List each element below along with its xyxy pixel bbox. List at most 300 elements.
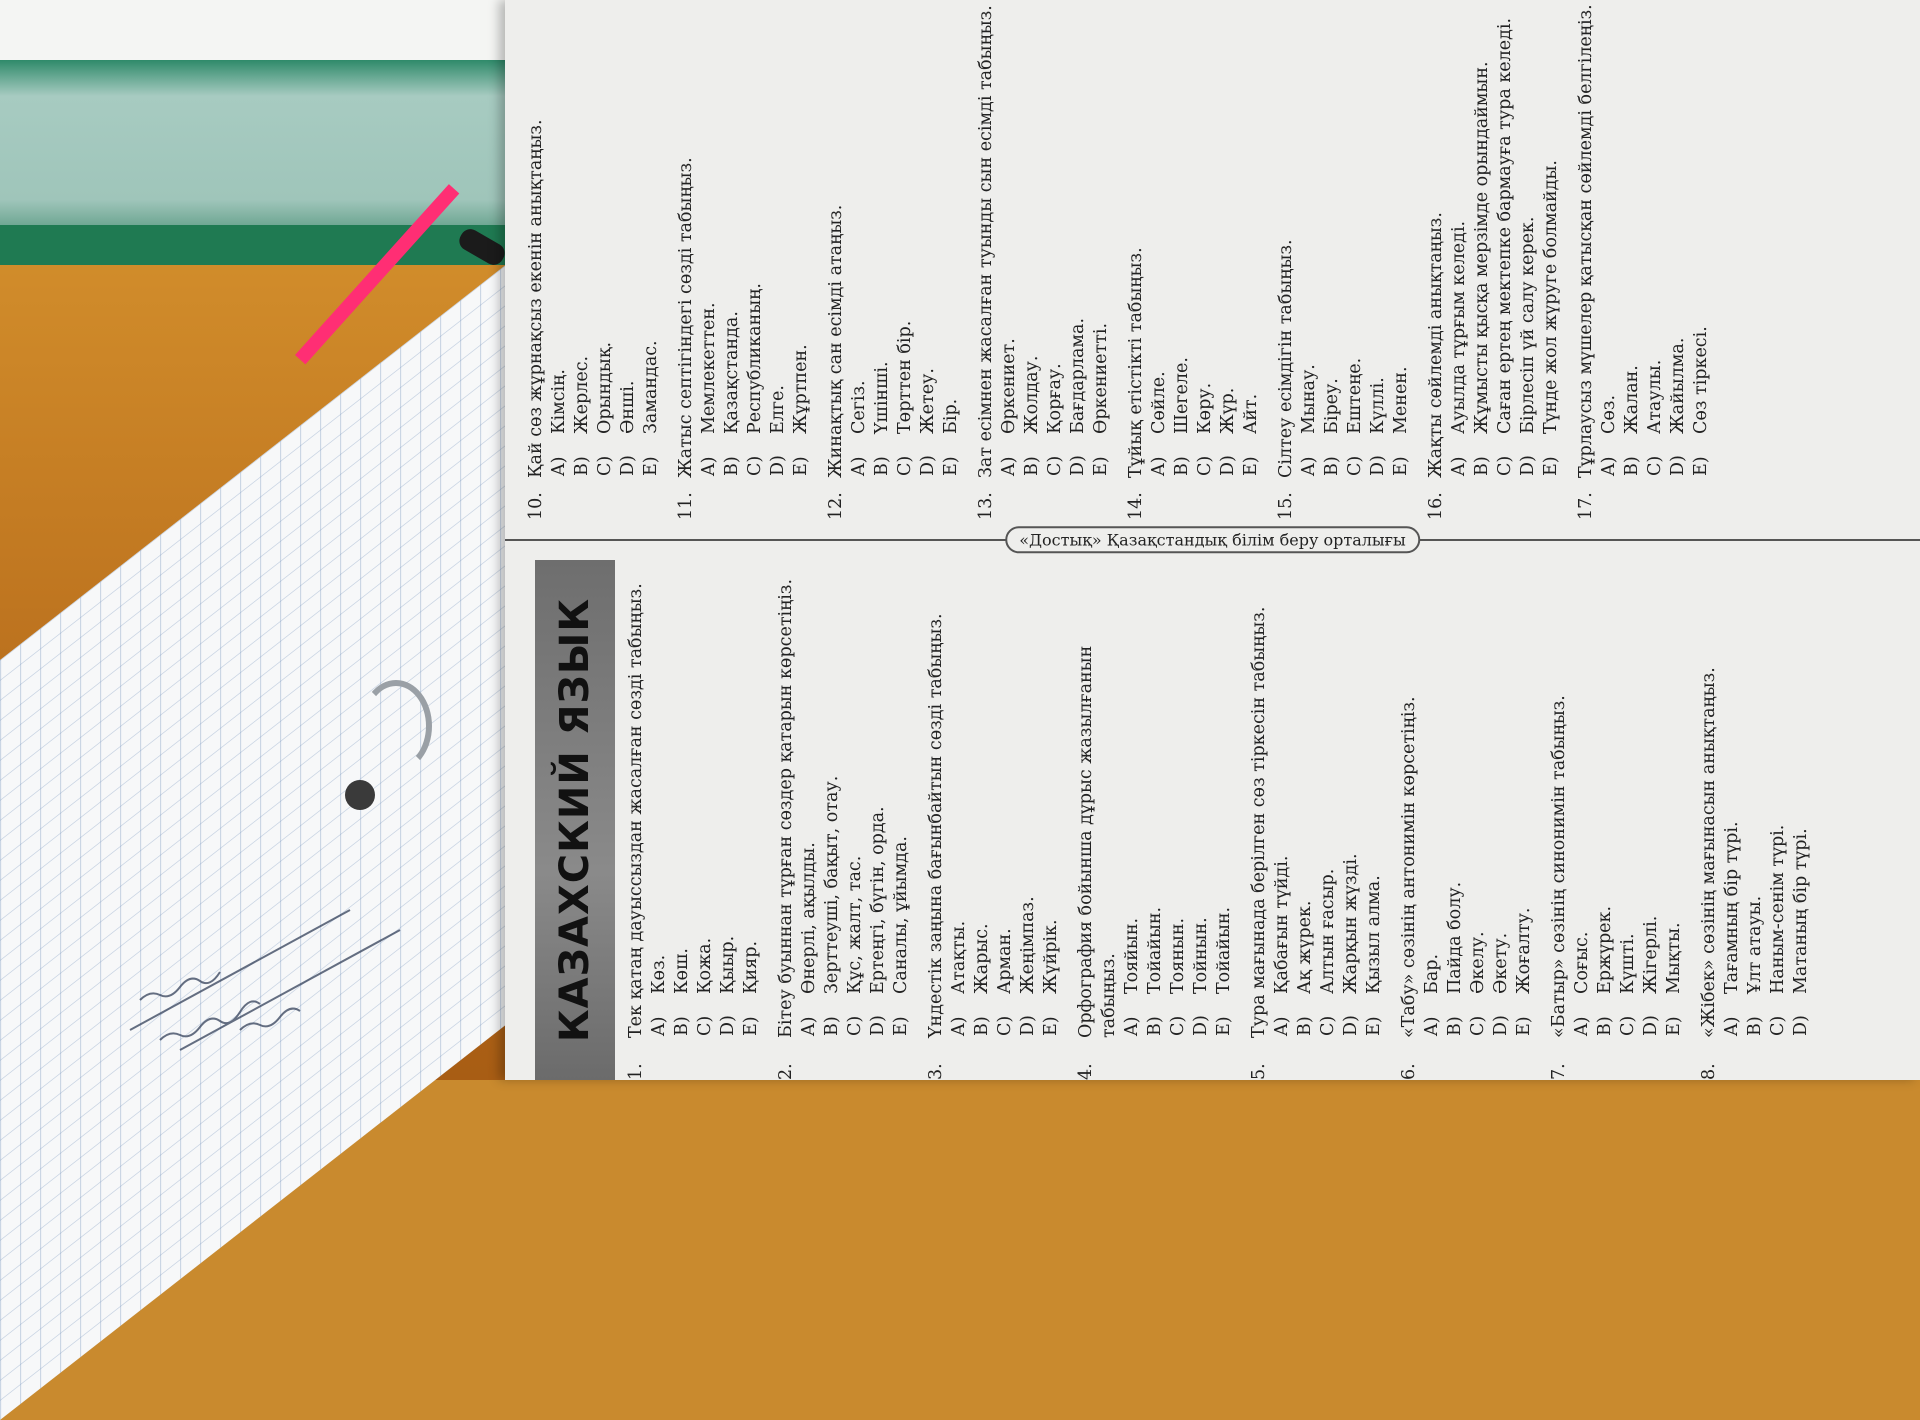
answer-option [1148,0,1171,476]
option-letter: C) [1618,1015,1638,1036]
question-text: Қай сөз жұрнақсыз екенін анықтаңыз. [526,119,546,478]
answer-option [617,0,640,476]
option-letter: A) [999,456,1019,476]
option-letter: D) [918,455,938,476]
question-block [675,0,813,520]
option-text: Тағамның бір түрі. [1722,821,1742,994]
option-letter: D) [618,455,638,476]
option-text: Сөз тіркесі. [1691,326,1711,434]
option-text: Жарыс. [972,923,992,994]
question-title [1075,560,1121,1080]
option-text: Елге. [768,385,788,434]
answer-option [1121,560,1144,1036]
answer-option [867,560,890,1036]
answer-options [1448,0,1563,520]
option-letter: B) [1445,1016,1465,1036]
option-text: Тойнын. [1191,917,1211,994]
question-number: 4. [1076,1063,1096,1080]
answer-option [698,0,721,476]
option-letter: E) [1364,1016,1384,1036]
option-text: Түнде жол жүруге болмайды. [1541,160,1561,434]
option-letter: C) [745,455,765,476]
option-letter: A) [799,1016,819,1036]
option-letter: D) [1791,1015,1811,1036]
question-title [1275,0,1298,520]
question-number: 11. [676,492,696,520]
answer-option [1790,560,1813,1036]
option-text: Тойайын. [1145,906,1165,994]
answer-option [767,0,790,476]
option-letter: C) [1768,1015,1788,1036]
question-text: Үндестік заңына бағынбайтын сөзді табыңыз. [926,613,946,1038]
question-title [1125,0,1148,520]
option-text: Сөз. [1599,394,1619,434]
option-text: Жолдау. [1022,355,1042,434]
option-text: Жалан. [1622,365,1642,434]
question-number: 14. [1126,492,1146,520]
option-text: Жерлес. [572,355,592,434]
question-block [1698,560,1813,1080]
answer-option [1663,560,1686,1036]
option-letter: C) [595,455,615,476]
option-text: Орындық. [595,341,615,434]
option-letter: A) [1149,456,1169,476]
option-letter: C) [1495,455,1515,476]
option-letter: C) [1195,455,1215,476]
option-text: Ертеңгі, бүгін, орда. [868,806,888,994]
option-text: Жетеу. [918,368,938,434]
question-text: Сілтеу есімдігін табыңыз. [1276,239,1296,478]
option-text: Атаулы. [1645,359,1665,434]
binder-ring [360,680,432,772]
answer-option [1190,560,1213,1036]
option-letter: E) [1691,456,1711,476]
answer-option [1044,0,1067,476]
answer-option [940,0,963,476]
option-letter: D) [768,455,788,476]
option-text: Жұмысты қысқа мерзімде орындаймын. [1472,61,1492,434]
option-letter: C) [1168,1015,1188,1036]
question-block [975,0,1113,520]
question-number: 7. [1549,1063,1569,1080]
answer-option [894,0,917,476]
answer-option [890,560,913,1036]
question-number: 8. [1699,1063,1719,1080]
option-text: Сөйле. [1149,371,1169,434]
question-block [825,0,963,520]
answer-option [1594,560,1617,1036]
option-letter: B) [572,456,592,476]
option-text: Республиканың. [745,283,765,434]
question-text: Тұйық етістікті табыңыз. [1126,247,1146,478]
punch-hole [345,780,375,810]
answer-option [1217,0,1240,476]
option-letter: E) [791,456,811,476]
answer-option [1644,0,1667,476]
answer-options [1298,0,1413,520]
option-letter: A) [1422,1016,1442,1036]
option-letter: C) [995,1015,1015,1036]
answer-option [740,560,763,1036]
option-letter: D) [1368,455,1388,476]
option-letter: A) [949,1016,969,1036]
option-letter: B) [1595,1016,1615,1036]
answer-option [1213,560,1236,1036]
option-text: Атақты. [949,920,969,994]
answer-option [1090,0,1113,476]
answer-options [798,560,913,1080]
option-text: Қожа. [695,937,715,994]
option-text: Мықты. [1664,922,1684,994]
option-text: Тоянын. [1168,917,1188,994]
answer-option [1621,0,1644,476]
question-block [525,0,663,520]
option-text: Бар. [1422,953,1442,994]
answer-option [1167,560,1190,1036]
option-letter: E) [741,1016,761,1036]
answer-option [1690,0,1713,476]
option-text: Әкелу. [1468,931,1488,994]
option-letter: D) [1068,455,1088,476]
answer-options [698,0,813,520]
answer-option [1271,560,1294,1036]
answer-option [694,560,717,1036]
question-block [1275,0,1413,520]
option-text: Менен. [1391,366,1411,434]
answer-options [1571,560,1686,1080]
option-letter: D) [1018,1015,1038,1036]
question-text: «Табу» сөзінің антонимін көрсетіңіз. [1399,696,1419,1038]
answer-option [1171,0,1194,476]
option-text: Матаның бір түрі. [1791,828,1811,994]
option-letter: B) [822,1016,842,1036]
option-letter: B) [1472,456,1492,476]
answer-options [1721,560,1813,1080]
option-text: Арман. [995,928,1015,994]
option-text: Алтын ғасыр. [1318,868,1338,994]
option-text: Жігерлі. [1641,915,1661,994]
question-block [1125,0,1263,520]
question-number: 15. [1276,492,1296,520]
answer-option [1444,560,1467,1036]
option-text: Қабағын түйді. [1272,855,1292,994]
option-letter: A) [699,456,719,476]
question-number: 12. [826,492,846,520]
option-letter: C) [845,1015,865,1036]
answer-option [1517,0,1540,476]
option-letter: B) [972,1016,992,1036]
question-text: «Батыр» сөзінің синонимін табыңыз. [1549,695,1569,1038]
answer-option [744,0,767,476]
subject-title: КАЗАХСКИЙ ЯЗЫК [552,597,598,1043]
answer-option [1494,0,1517,476]
handwritten-math [120,880,420,1060]
option-text: Зерттеуші, бақыт, отау. [822,775,842,994]
question-text: «Жібек» сөзінің мағынасын анықтаңыз. [1699,667,1719,1038]
answer-option [948,560,971,1036]
option-letter: D) [1341,1015,1361,1036]
answer-options [1598,0,1713,520]
answer-option [1421,560,1444,1036]
option-letter: E) [1241,456,1261,476]
question-title [1698,560,1721,1080]
option-letter: D) [1668,455,1688,476]
answer-option [1321,0,1344,476]
option-letter: B) [722,456,742,476]
option-text: Жүйрік. [1041,919,1061,994]
option-text: Әкету. [1491,932,1511,994]
answer-option [1017,560,1040,1036]
option-text: Ауылда тұрғым келеді. [1449,220,1469,434]
question-title [825,0,848,520]
answer-option [1640,560,1663,1036]
option-letter: D) [1641,1015,1661,1036]
answer-options [648,560,763,1080]
question-text: Тұрлаусыз мүшелер қатысқан сөйлемді белгілеңіз. [1576,4,1596,478]
exam-page [505,0,1920,1080]
option-letter: E) [1664,1016,1684,1036]
option-text: Айт. [1241,393,1261,434]
question-number: 5. [1249,1063,1269,1080]
option-letter: C) [895,455,915,476]
question-title [1248,560,1271,1080]
answer-option [848,0,871,476]
option-text: Тояйын. [1122,917,1142,994]
answer-option [1767,560,1790,1036]
option-letter: B) [1745,1016,1765,1036]
option-letter: C) [1045,455,1065,476]
answer-option [1367,0,1390,476]
answer-option [721,0,744,476]
option-text: Бірлесіп үй салу керек. [1518,216,1538,434]
answer-option [548,0,571,476]
option-text: Құс, жалт, тас. [845,855,865,994]
option-letter: E) [891,1016,911,1036]
option-text: Тойайын. [1214,906,1234,994]
option-letter: B) [1622,456,1642,476]
question-text: Орфография бойынша дұрыс жазылғанын табыңыз. [1076,645,1119,1038]
question-block [1398,560,1536,1080]
publisher-label: «Достық» Қазақстандық білім беру орталығы [1005,527,1420,554]
question-title [1548,560,1571,1080]
option-letter: C) [1645,455,1665,476]
answer-option [798,560,821,1036]
question-number: 13. [976,492,996,520]
option-text: Наным-сенім түрі. [1768,824,1788,994]
question-title [1425,0,1448,520]
question-text: Жақты сөйлемді анықтаңыз. [1426,212,1446,478]
option-text: Күллі. [1368,377,1388,434]
option-letter: A) [1122,1016,1142,1036]
option-text: Жеңімпаз. [1018,896,1038,994]
answer-option [1021,0,1044,476]
answer-option [844,560,867,1036]
answer-option [1448,0,1471,476]
question-title [975,0,998,520]
question-text: Тура мағынада берілген сөз тіркесін табыңыз. [1249,606,1269,1038]
option-text: Соғыс. [1572,931,1592,994]
option-text: Қазақстанда. [722,311,742,434]
option-text: Жарқын жүзді. [1341,853,1361,994]
answer-option [1294,560,1317,1036]
option-letter: A) [1599,456,1619,476]
option-letter: B) [1022,456,1042,476]
option-letter: B) [1295,1016,1315,1036]
question-text: Бітеу буыннан тұрған сөздер қатарын көрсетіңіз. [776,578,796,1038]
option-text: Мемлекеттен. [699,302,719,434]
option-letter: A) [1722,1016,1742,1036]
question-block [625,560,763,1080]
option-text: Қыыр. [718,935,738,994]
question-number: 17. [1576,492,1596,520]
option-text: Төрттен бір. [895,320,915,434]
option-letter: D) [1491,1015,1511,1036]
option-text: Үшінші. [872,361,892,434]
question-title [1398,560,1421,1080]
option-text: Мынау. [1299,364,1319,434]
answer-option [1571,560,1594,1036]
answer-option [1513,560,1536,1036]
answer-option [648,560,671,1036]
right-column [525,0,1725,520]
question-number: 10. [526,492,546,520]
answer-option [717,560,740,1036]
question-block [1548,560,1686,1080]
left-column [625,560,1825,1080]
option-letter: E) [1214,1016,1234,1036]
answer-option [1617,560,1640,1036]
option-letter: C) [1318,1015,1338,1036]
question-number: 2. [776,1063,796,1080]
answer-options [1148,0,1263,520]
option-text: Күшті. [1618,933,1638,994]
option-letter: D) [1191,1015,1211,1036]
answer-options [1271,560,1386,1080]
green-folder-edge [0,225,510,265]
answer-option [571,0,594,476]
answer-option [917,0,940,476]
option-letter: A) [649,1016,669,1036]
option-text: Сегіз. [849,380,869,434]
answer-option [1490,560,1513,1036]
option-text: Саған ертең мектепке бармауға тура келеді. [1495,17,1515,434]
question-title [775,560,798,1080]
answer-option [1067,0,1090,476]
answer-option [1040,560,1063,1036]
answer-option [871,0,894,476]
option-text: Ержүрек. [1595,905,1615,994]
option-letter: A) [549,456,569,476]
answer-options [948,560,1063,1080]
option-text: Жүр. [1218,387,1238,434]
question-title [625,560,648,1080]
option-letter: A) [849,456,869,476]
option-letter: D) [1218,455,1238,476]
option-letter: E) [1091,456,1111,476]
answer-option [821,560,844,1036]
option-text: Ұлт атауы. [1745,895,1765,994]
option-letter: B) [1322,456,1342,476]
answer-option [1598,0,1621,476]
answer-option [1194,0,1217,476]
option-text: Жұртпен. [791,344,811,434]
answer-option [640,0,663,476]
option-text: Саналы, ұйымда. [891,836,911,994]
option-text: Қорғау. [1045,363,1065,434]
subject-banner [535,560,615,1080]
option-letter: D) [1518,455,1538,476]
option-text: Біреу. [1322,378,1342,434]
option-text: Ештеңе. [1345,357,1365,434]
answer-option [1317,560,1340,1036]
option-letter: A) [1272,1016,1292,1036]
question-text: Жинақтық сан есімді атаңыз. [826,204,846,478]
answer-option [671,560,694,1036]
question-block [1575,0,1713,520]
answer-options [998,0,1113,520]
option-text: Әнші. [618,380,638,434]
answer-options [848,0,963,520]
option-letter: E) [1391,456,1411,476]
option-letter: A) [1572,1016,1592,1036]
option-text: Жоғалту. [1514,907,1534,994]
question-block [1425,0,1563,520]
option-letter: A) [1449,456,1469,476]
answer-option [594,0,617,476]
question-number: 16. [1426,492,1446,520]
answer-option [998,0,1021,476]
question-number: 6. [1399,1063,1419,1080]
answer-options [548,0,663,520]
option-text: Бір. [941,398,961,434]
option-letter: E) [641,456,661,476]
question-number: 3. [926,1063,946,1080]
option-letter: E) [941,456,961,476]
answer-option [994,560,1017,1036]
option-letter: B) [1145,1016,1165,1036]
option-text: Замандас. [641,340,661,434]
answer-option [1240,0,1263,476]
answer-option [1298,0,1321,476]
option-text: Қияр. [741,940,761,994]
option-text: Шегеле. [1172,357,1192,434]
option-text: Бағдарлама. [1068,317,1088,434]
question-title [1575,0,1598,520]
option-text: Ақ жүрек. [1295,900,1315,994]
option-letter: E) [1514,1016,1534,1036]
question-text: Тек қатаң дауыссыздан жасалған сөзді табыңыз. [626,583,646,1038]
answer-option [1744,560,1767,1036]
answer-option [1144,560,1167,1036]
answer-option [1467,560,1490,1036]
option-text: Кімсің. [549,369,569,434]
answer-option [1667,0,1690,476]
answer-option [790,0,813,476]
answer-option [1363,560,1386,1036]
option-text: Өркениетті. [1091,322,1111,434]
option-letter: E) [1041,1016,1061,1036]
option-text: Жайылма. [1668,337,1688,434]
question-text: Зат есімнен жасалған туынды сын есімді табыңыз. [976,5,996,478]
answer-option [1721,560,1744,1036]
answer-option [1540,0,1563,476]
answer-option [1344,0,1367,476]
option-text: Пайда болу. [1445,881,1465,994]
question-title [925,560,948,1080]
question-title [675,0,698,520]
option-text: Өркениет. [999,338,1019,434]
option-text: Көру. [1195,382,1215,434]
